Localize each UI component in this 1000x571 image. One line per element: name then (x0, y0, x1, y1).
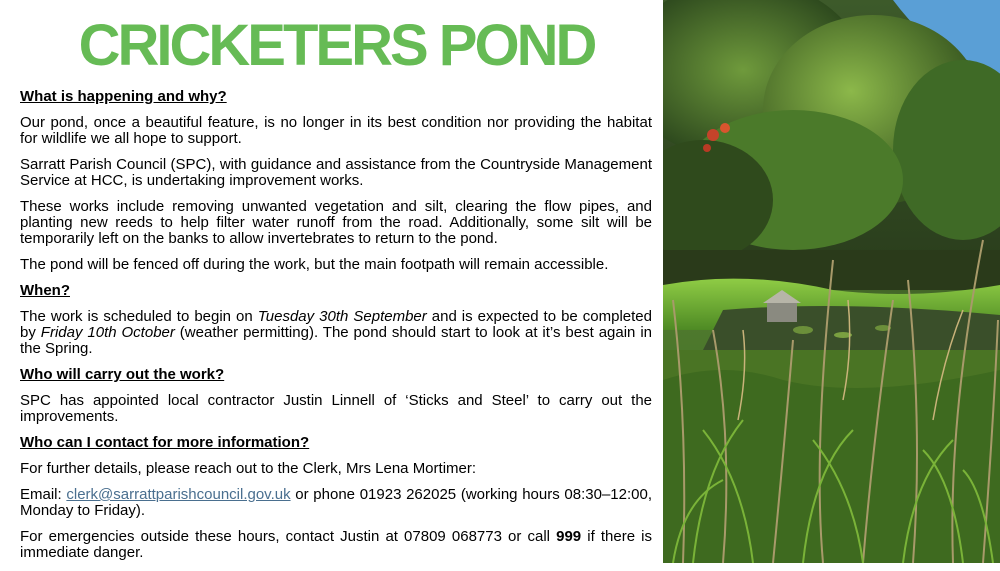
email-link[interactable]: clerk@sarrattparishcouncil.gov.uk (66, 486, 291, 503)
email-label: Email: (20, 486, 67, 503)
emergency-paragraph (20, 529, 652, 561)
heading-what: What is happening and why? (20, 88, 227, 105)
heading-when: When? (20, 282, 70, 299)
text: The work is scheduled to begin on (20, 308, 258, 325)
paragraph: Our pond, once a beautiful feature, is no longer in its best condition nor providing the habitat for wildlife we all hope to support. (20, 114, 652, 147)
text: and is expected to be completed by (20, 308, 652, 341)
text: For emergencies outside these hours, contact Justin at 07809 068773 or call (20, 528, 557, 545)
emergency-number: 999 (556, 528, 582, 545)
text: (weather permitting). The pond should start to look at it’s best again in the Spring. (20, 324, 652, 357)
heading-who: Who will carry out the work? (20, 366, 225, 383)
phone-text: or phone 01923 262025 (working hours 08:30–12:00, Monday to Friday). (20, 486, 653, 519)
start-date: Tuesday 30th September (257, 308, 427, 325)
paragraph: For further details, please reach out to the Clerk, Mrs Lena Mortimer: (20, 460, 477, 477)
pond-photo-icon (663, 0, 1000, 563)
notice-body (20, 89, 652, 571)
paragraph: Sarratt Parish Council (SPC), with guidance and assistance from the Countryside Management Service at HCC, is undertaking improvement works. (20, 156, 652, 189)
end-date: Friday 10th October (40, 324, 175, 341)
paragraph: The pond will be fenced off during the work, but the main footpath will remain accessible. (20, 256, 609, 273)
heading-contact: Who can I contact for more information? (20, 434, 310, 451)
pond-photo (663, 0, 1000, 563)
page-title: CRICKETERS POND (78, 13, 595, 78)
schedule-paragraph (20, 309, 652, 357)
paragraph: These works include removing unwanted vegetation and silt, clearing the flow pipes, and planting new reeds to help filter water runoff from the road. Additionally, some silt will be temporarily left on the banks to allow invertebrates to return to the pond. (20, 198, 652, 247)
email-paragraph (20, 487, 652, 519)
text: if there is immediate danger. (20, 528, 652, 561)
paragraph: SPC has appointed local contractor Justin Linnell of ‘Sticks and Steel’ to carry out the improvements. (20, 392, 652, 425)
